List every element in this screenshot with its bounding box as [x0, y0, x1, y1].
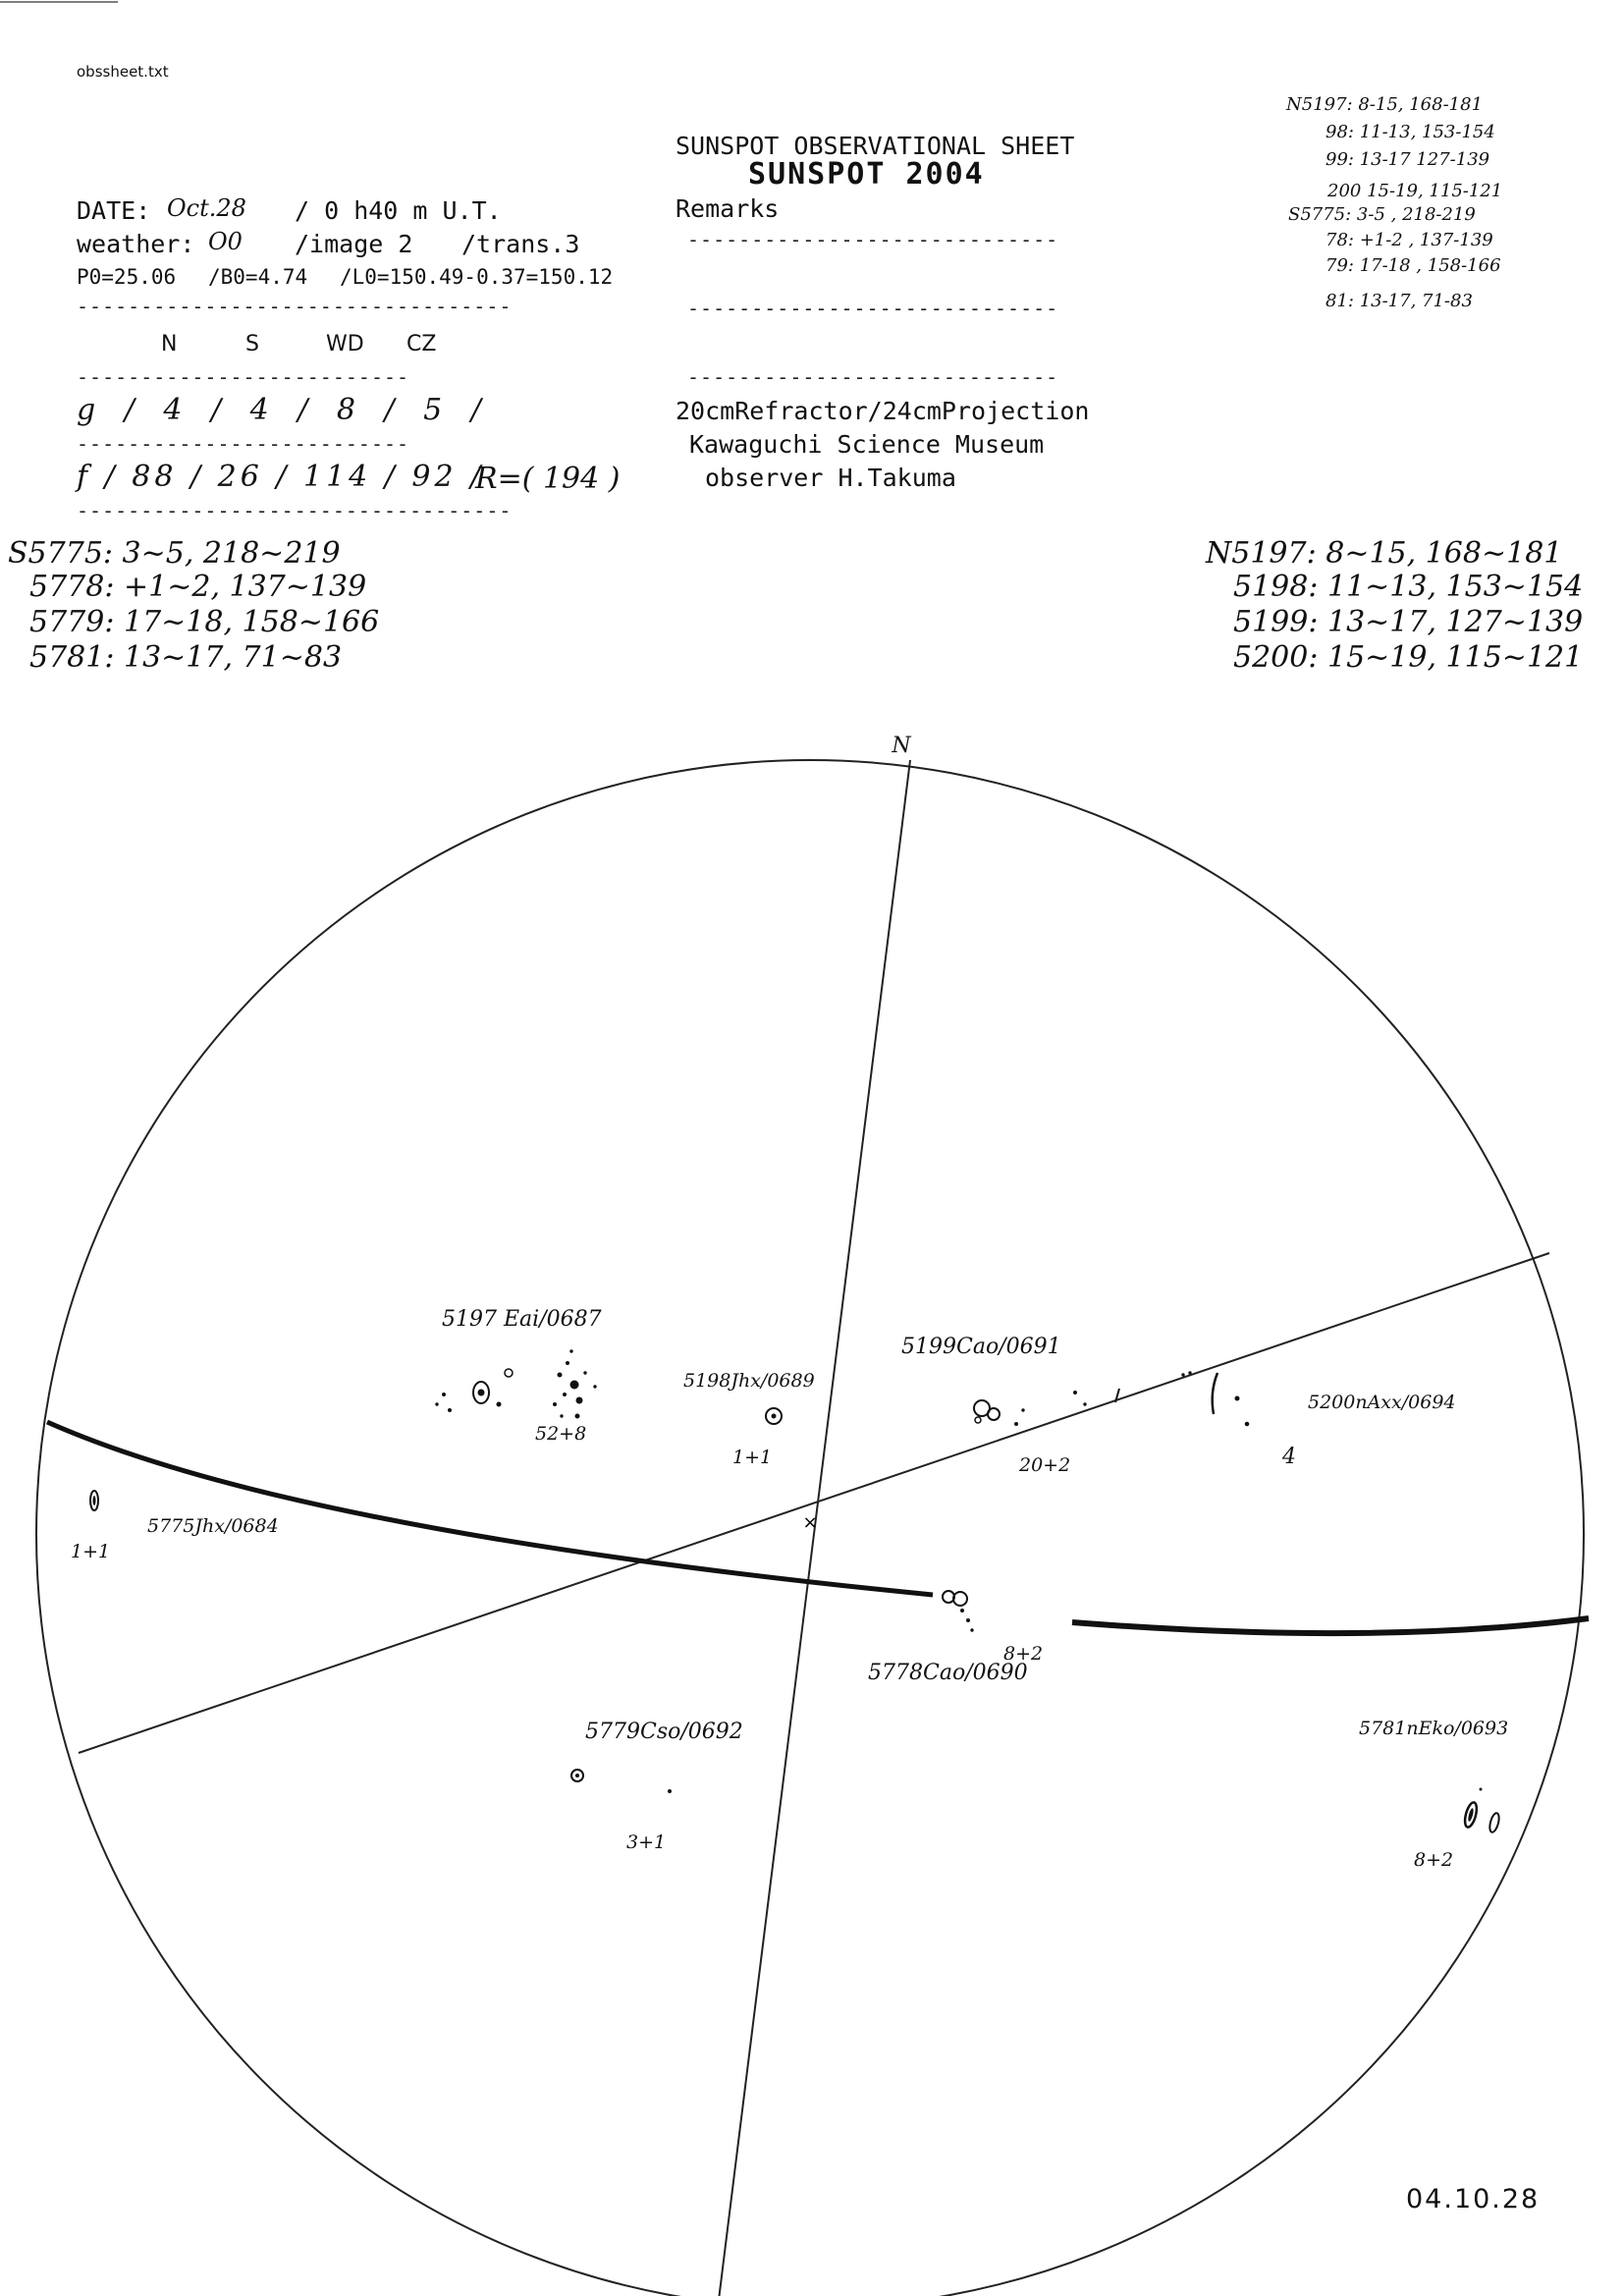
note-left-3: 5779: 17~18, 158~166	[29, 605, 380, 639]
region-5199-count: 20+2	[1019, 1454, 1071, 1476]
sheet-subtitle: SUNSPOT 2004	[748, 157, 985, 191]
stamp-date: 04.10.28	[1406, 2184, 1541, 2214]
remarks-line-2: -----------------------------	[687, 297, 1059, 320]
region-5779-count: 3+1	[626, 1831, 667, 1853]
divider-2: --------------------------	[77, 365, 410, 389]
note-left-1: S5775: 3~5, 218~219	[8, 536, 341, 571]
note-tr-8: 81: 13-17, 71-83	[1325, 291, 1473, 311]
region-5199-spots	[974, 1372, 1191, 1426]
note-tr-6: 78: +1-2 , 137-139	[1325, 230, 1493, 250]
note-tr-4: 200 15-19, 115-121	[1327, 181, 1503, 201]
region-5781-count: 8+2	[1414, 1849, 1454, 1871]
divider-3: --------------------------	[77, 432, 410, 456]
l0-value: /L0=150.49-0.37=150.12	[340, 265, 614, 289]
note-tr-5: S5775: 3-5 , 218-219	[1288, 204, 1476, 225]
note-tr-7: 79: 17-18 , 158-166	[1325, 255, 1501, 276]
region-5775-label: 5775Jhx/0684	[147, 1515, 279, 1537]
region-5778-label: 5778Cao/0690	[868, 1661, 1028, 1685]
col-cz: CZ	[406, 332, 437, 356]
region-5779-label: 5779Cso/0692	[585, 1720, 743, 1744]
institution: Kawaguchi Science Museum	[689, 430, 1045, 459]
sheet-title: SUNSPOT OBSERVATIONAL SHEET	[676, 132, 1075, 160]
note-left-2: 5778: +1~2, 137~139	[29, 570, 367, 604]
note-tr-2: 98: 11-13, 153-154	[1325, 122, 1495, 142]
note-right-4: 5200: 15~19, 115~121	[1233, 640, 1584, 675]
region-5197-spots	[436, 1350, 596, 1418]
note-tr-3: 99: 13-17 127-139	[1325, 149, 1490, 170]
region-5781-label: 5781nEko/0693	[1359, 1718, 1509, 1739]
instrument: 20cmRefractor/24cmProjection	[676, 397, 1090, 425]
region-5775-count: 1+1	[71, 1541, 111, 1562]
time-value: / 0 h40 m U.T.	[295, 196, 502, 225]
region-5197-count: 52+8	[535, 1423, 587, 1445]
file-name: obssheet.txt	[77, 63, 169, 81]
g-row: g / 4 / 4 / 8 / 5 /	[77, 393, 491, 427]
note-tr-1: N5197: 8-15, 168-181	[1286, 94, 1484, 115]
region-5198-count: 1+1	[732, 1447, 773, 1468]
note-right-3: 5199: 13~17, 127~139	[1233, 605, 1584, 639]
remarks-line-3: -----------------------------	[687, 365, 1059, 389]
date-prefix: DATE:	[77, 196, 151, 225]
divider-4: ----------------------------------	[77, 499, 513, 522]
trans-value: /trans.3	[461, 230, 580, 258]
region-5198-label: 5198Jhx/0689	[683, 1370, 815, 1392]
region-5200-spots	[1213, 1373, 1249, 1426]
note-right-2: 5198: 11~13, 153~154	[1233, 570, 1584, 604]
observer: observer H.Takuma	[705, 464, 956, 492]
col-n: N	[161, 332, 178, 356]
region-5778-count: 8+2	[1003, 1643, 1044, 1665]
p0-value: P0=25.06	[77, 265, 177, 289]
region-5778-spots	[943, 1591, 973, 1631]
col-s: S	[245, 332, 259, 356]
note-left-4: 5781: 13~17, 71~83	[29, 640, 343, 675]
divider-1: ----------------------------------	[77, 295, 513, 318]
f-row: f / 88 / 26 / 114 / 92 /	[77, 460, 485, 494]
region-5200-count: 4	[1282, 1445, 1296, 1469]
region-5779-spots	[571, 1770, 672, 1793]
date-value: Oct.28	[167, 194, 246, 222]
r-value: R=( 194 )	[475, 462, 621, 496]
region-5199-label: 5199Cao/0691	[901, 1335, 1061, 1359]
region-5198-spot	[766, 1408, 782, 1424]
region-5775-spot	[90, 1491, 98, 1510]
solar-equator-right	[1072, 1618, 1589, 1633]
region-5781-spots	[1463, 1788, 1501, 1833]
image-value: /image 2	[295, 230, 413, 258]
note-right-1: N5197: 8~15, 168~181	[1206, 536, 1563, 571]
remarks-label: Remarks	[676, 194, 780, 223]
col-wd: WD	[326, 332, 364, 356]
disk-center-mark: ×	[802, 1512, 818, 1533]
remarks-line-1: -----------------------------	[687, 228, 1059, 251]
north-mark: N	[892, 734, 911, 758]
b0-value: /B0=4.74	[208, 265, 308, 289]
region-5197-label: 5197 Eai/0687	[442, 1307, 602, 1332]
weather-value: O0	[208, 228, 243, 255]
weather-prefix: weather:	[77, 230, 195, 258]
region-5200-label: 5200nAxx/0694	[1308, 1392, 1456, 1413]
